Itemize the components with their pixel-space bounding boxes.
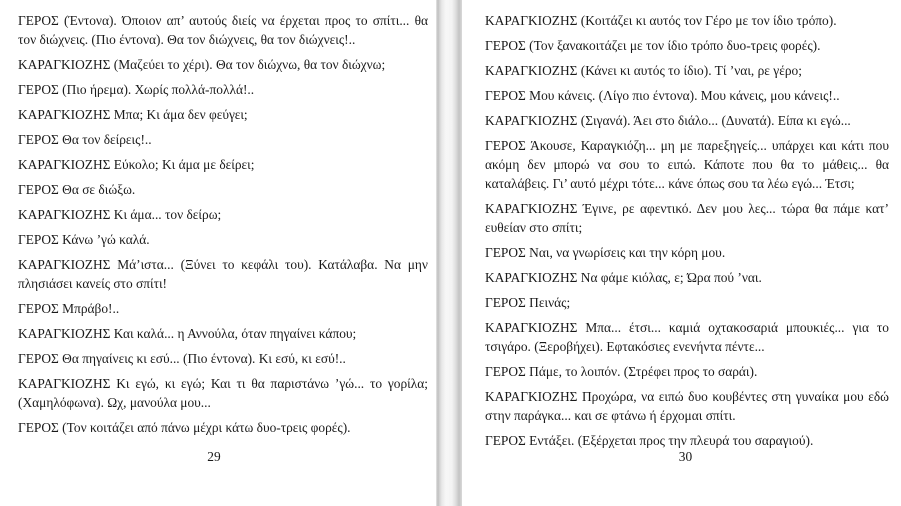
page-number-right: 30 (678, 449, 693, 464)
dialogue-line: ΓΕΡΟΣ Άκουσε, Καραγκιόζη... μη με παρεξηγείς... υπάρχει και κάτι που ακόμη δεν μπορώ να σου το ειπώ. Κάποτε που θα το μάθεις... θα καταλάβεις. Γι’ αυτό μέχρι τότε... κάνε όπως σου τα λέω εγώ... Έτσι; (485, 138, 889, 191)
dialogue-line: ΓΕΡΟΣ Ναι, να γνωρίσεις και την κόρη μου. (485, 245, 726, 260)
dialogue-line: ΚΑΡΑΓΚΙΟΖΗΣ Προχώρα, να ειπώ δυο κουβέντες στη γυναίκα μου εδώ στην παράγκα... και σε φτάνω ή έρχομαι σπίτι. (485, 389, 889, 423)
dialogue-line: ΚΑΡΑΓΚΙΟΖΗΣ Μά’ιστα... (Ξύνει το κεφάλι του). Κατάλαβα. Να μην πλησιάσει κανείς στο σπίτι! (18, 257, 428, 291)
dialogue-line: ΓΕΡΟΣ Θα τον δείρεις!.. (18, 132, 152, 147)
dialogue-line: ΓΕΡΟΣ Μπράβο!.. (18, 301, 120, 316)
dialogue-line: ΓΕΡΟΣ Κάνω ’γώ καλά. (18, 232, 150, 247)
left-page (0, 0, 436, 506)
dialogue-line: ΓΕΡΟΣ (Πιο ήρεμα). Χωρίς πολλά-πολλά!.. (18, 82, 255, 97)
dialogue-line: ΓΕΡΟΣ Θα πηγαίνεις κι εσύ... (Πιο έντονα). Κι εσύ, κι εσύ!.. (18, 351, 346, 366)
right-page (462, 0, 901, 506)
dialogue-line: ΓΕΡΟΣ Εντάξει. (Εξέρχεται προς την πλευρά του σαραγιού). (485, 433, 814, 448)
dialogue-line: ΓΕΡΟΣ (Τον κοιτάζει από πάνω μέχρι κάτω δυο-τρεις φορές). (18, 420, 351, 435)
dialogue-line: ΚΑΡΑΓΚΙΟΖΗΣ Και καλά... η Αννούλα, όταν πηγαίνει κάπου; (18, 326, 357, 341)
dialogue-line: ΚΑΡΑΓΚΙΟΖΗΣ Να φάμε κιόλας, ε; Ώρα πού ’ναι. (485, 270, 762, 285)
dialogue-line: ΚΑΡΑΓΚΙΟΖΗΣ Κι άμα... τον δείρω; (18, 207, 222, 222)
dialogue-line: ΓΕΡΟΣ Μου κάνεις. (Λίγο πιο έντονα). Μου κάνεις, μου κάνεις!.. (485, 88, 840, 103)
dialogue-line: ΚΑΡΑΓΚΙΟΖΗΣ Μπα... έτσι... καμιά οχτακοσαριά μπουκιές... για το τσιγάρο. (Ξεροβήχει). Εφτακόσιες ενενήντα πέντε... (485, 320, 889, 354)
dialogue-line: ΚΑΡΑΓΚΙΟΖΗΣ (Κάνει κι αυτός το ίδιο). Τί ’ναι, ρε γέρο; (485, 63, 802, 78)
dialogue-line: ΓΕΡΟΣ (Τον ξανακοιτάζει με τον ίδιο τρόπο δυο-τρεις φορές). (485, 38, 821, 53)
dialogue-line: ΚΑΡΑΓΚΙΟΖΗΣ (Κοιτάζει κι αυτός τον Γέρο με τον ίδιο τρόπο). (485, 13, 837, 28)
dialogue-line: ΚΑΡΑΓΚΙΟΖΗΣ (Σιγανά). Άει στο διάλο... (Δυνατά). Είπα κι εγώ... (485, 113, 851, 128)
dialogue-line: ΚΑΡΑΓΚΙΟΖΗΣ Κι εγώ, κι εγώ; Και τι θα παριστάνω ’γώ... το γορίλα; (Χαμηλόφωνα). Ωχ, μανούλα μου... (18, 376, 428, 410)
dialogue-line: ΚΑΡΑΓΚΙΟΖΗΣ Εύκολο; Κι άμα με δείρει; (18, 157, 255, 172)
left-page-text (0, 11, 436, 443)
dialogue-line: ΚΑΡΑΓΚΙΟΖΗΣ (Μαζεύει το χέρι). Θα τον διώχνω, θα τον διώχνω; (18, 57, 386, 72)
dialogue-line: ΓΕΡΟΣ (Έντονα). Όποιον απ’ αυτούς διείς να έρχεται προς το σπίτι... θα τον διώχνεις. (Πιο έντονα). Θα τον διώχνεις, θα τον διώχνεις!.. (18, 13, 428, 47)
page-number-left: 29 (207, 449, 221, 464)
dialogue-line: ΚΑΡΑΓΚΙΟΖΗΣ Μπα; Κι άμα δεν φεύγει; (18, 107, 248, 122)
dialogue-line: ΓΕΡΟΣ Θα σε διώξω. (18, 182, 136, 197)
book-gutter (436, 0, 462, 506)
right-page-text (462, 11, 901, 456)
dialogue-line: ΓΕΡΟΣ Πεινάς; (485, 295, 571, 310)
dialogue-line: ΓΕΡΟΣ Πάμε, το λοιπόν. (Στρέφει προς το σαράι). (485, 364, 758, 379)
dialogue-line: ΚΑΡΑΓΚΙΟΖΗΣ Έγινε, ρε αφεντικό. Δεν μου λες... τώρα θα πάμε κατ’ ευθείαν στο σπίτι; (485, 201, 889, 235)
